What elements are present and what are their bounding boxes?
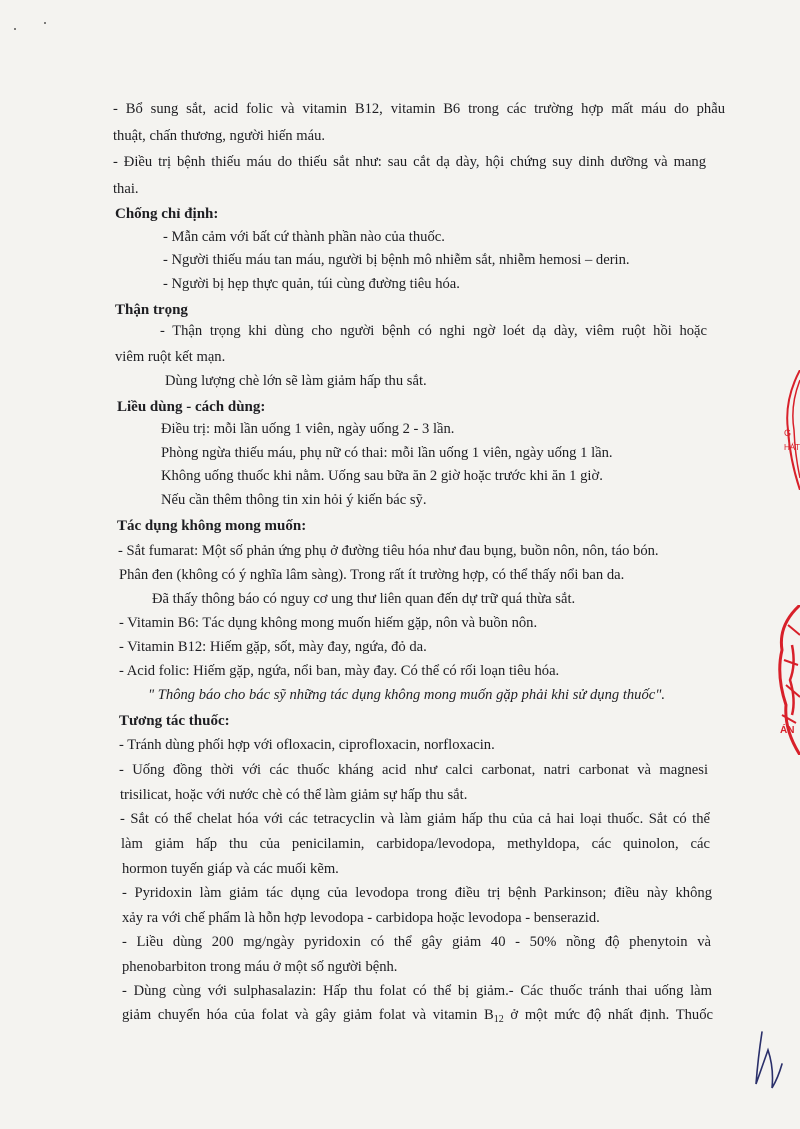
interaction-line [122, 1006, 713, 1024]
interaction-line: phenobarbiton trong máu ở một số người bệnh. [122, 959, 398, 975]
red-stamp-fragment-bottom [766, 605, 800, 755]
scan-speck [44, 22, 46, 24]
interaction-line: làm giảm hấp thu của penicilamin, carbidopa/levodopa, methyldopa, các quinolon, các [121, 836, 710, 852]
side-effect-line: - Vitamin B12: Hiếm gặp, sốt, mày đay, ngứa, đỏ da. [119, 639, 427, 655]
contraindication-item: - Người bị hẹp thực quản, túi cùng đường tiêu hóa. [163, 276, 460, 292]
subscript-12: 12 [493, 1014, 504, 1025]
indication-line-2: thuật, chấn thương, người hiến máu. [113, 128, 326, 144]
precaution-line-2: viêm ruột kết mạn. [115, 349, 226, 365]
interaction-line: hormon tuyến giáp và các muối kẽm. [122, 861, 339, 877]
precautions-heading: Thận trọng [115, 302, 188, 318]
indication-line-4: thai. [113, 181, 139, 197]
indication-line-3: - Điều trị bệnh thiếu máu do thiếu sắt như: sau cắt dạ dày, hội chứng suy dinh dưỡng và mang [113, 154, 706, 170]
scan-speck [14, 28, 16, 30]
side-effect-note: " Thông báo cho bác sỹ những tác dụng không mong muốn gặp phải khi sử dụng thuốc". [148, 687, 666, 703]
svg-text:G: G [784, 428, 792, 438]
contraindication-item: - Mẫn cảm với bất cứ thành phần nào của thuốc. [163, 229, 445, 245]
interaction-line: - Uống đồng thời với các thuốc kháng acid như calci carbonat, natri carbonat và magnesi [119, 762, 708, 778]
interaction-line: - Dùng cùng với sulphasalazin: Hấp thu folat có thể bị giảm.- Các thuốc tránh thai uống làm [122, 983, 712, 999]
interaction-line: trisilicat, hoặc với nước chè có thể làm giảm sự hấp thu sắt. [120, 787, 468, 803]
dosage-item: Phòng ngừa thiếu máu, phụ nữ có thai: mỗi lần uống 1 viên, ngày uống 1 lần. [161, 445, 613, 461]
interaction-text: giảm chuyển hóa của folat và gây giảm folat và vitamin B [122, 1007, 494, 1023]
interaction-line: - Sắt có thể chelat hóa với các tetracyclin và làm giảm hấp thu của cả hai loại thuốc. Sắt có thể [120, 811, 710, 827]
interaction-line: - Liều dùng 200 mg/ngày pyridoxin có thể gây giảm 40 - 50% nồng độ phenytoin và [122, 934, 711, 950]
interaction-text: ở một mức độ nhất định. Thuốc [503, 1007, 714, 1023]
precaution-line-3: Dùng lượng chè lớn sẽ làm giảm hấp thu sắt. [165, 373, 427, 389]
dosage-item: Điều trị: mỗi lần uống 1 viên, ngày uống 2 - 3 lần. [161, 421, 455, 437]
precaution-line-1: - Thận trọng khi dùng cho người bệnh có nghi ngờ loét dạ dày, viêm ruột hồi hoặc [160, 323, 707, 339]
side-effect-line: Đã thấy thông báo có nguy cơ ung thư liên quan đến dự trữ quá thừa sắt. [152, 591, 576, 607]
interaction-line: - Tránh dùng phối hợp với ofloxacin, ciprofloxacin, norfloxacin. [119, 737, 495, 753]
dosage-heading: Liều dùng - cách dùng: [117, 399, 266, 415]
svg-text:HÁT: HÁT [784, 443, 800, 452]
indication-line-1: - Bổ sung sắt, acid folic và vitamin B12, vitamin B6 trong các trường hợp mất máu do phẫu [113, 101, 725, 117]
side-effect-line: Phân đen (không có ý nghĩa lâm sàng). Trong rất ít trường hợp, có thể thấy nổi ban da. [119, 567, 625, 583]
dosage-item: Nếu cần thêm thông tin xin hỏi ý kiến bác sỹ. [161, 492, 427, 508]
handwritten-initial [748, 1028, 788, 1092]
contraindications-heading: Chống chỉ định: [115, 206, 219, 222]
side-effect-line: - Sắt fumarat: Một số phản ứng phụ ở đường tiêu hóa như đau bụng, buồn nôn, nôn, táo bón. [118, 543, 659, 559]
dosage-item: Không uống thuốc khi nằm. Uống sau bữa ăn 2 giờ hoặc trước khi ăn 1 giờ. [161, 468, 603, 484]
contraindication-item: - Người thiếu máu tan máu, người bị bệnh mô nhiễm sắt, nhiễm hemosi – derin. [163, 252, 630, 268]
side-effect-line: - Acid folic: Hiếm gặp, ngứa, nổi ban, mày đay. Có thể có rối loạn tiêu hóa. [119, 663, 560, 679]
interactions-heading: Tương tác thuốc: [119, 713, 230, 729]
interaction-line: - Pyridoxin làm giảm tác dụng của levodopa trong điều trị bệnh Parkinson; điều này không [122, 885, 712, 901]
side-effects-heading: Tác dụng không mong muốn: [117, 518, 307, 534]
svg-text:ÁN: ÁN [780, 725, 795, 736]
side-effect-line: - Vitamin B6: Tác dụng không mong muốn hiếm gặp, nôn và buồn nôn. [119, 615, 538, 631]
red-stamp-fragment-top [770, 370, 800, 490]
interaction-line: xảy ra với chế phẩm là hỗn hợp levodopa - carbidopa hoặc levodopa - benserazid. [122, 910, 600, 926]
